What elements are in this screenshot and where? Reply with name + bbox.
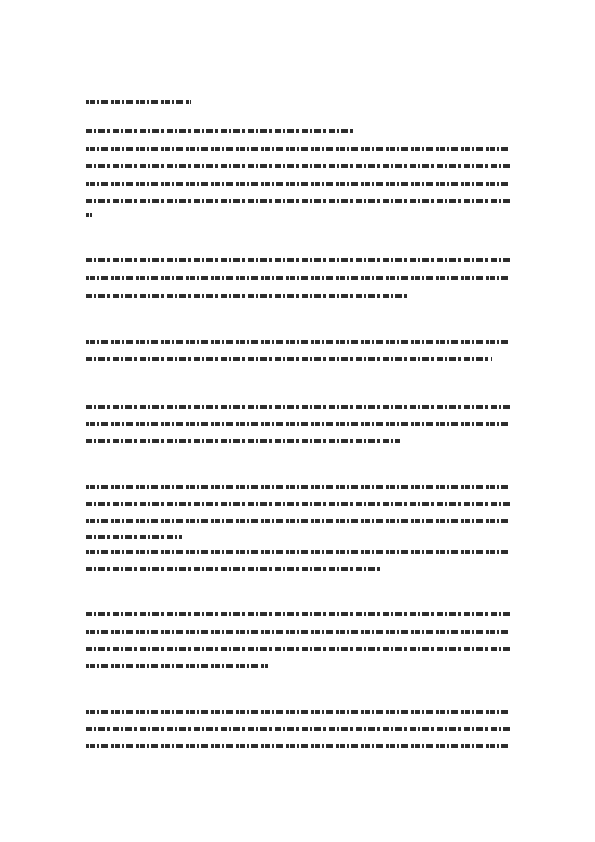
text-line: [86, 182, 510, 186]
text-line: [86, 567, 380, 571]
text-line: [86, 405, 510, 409]
text-line: [86, 276, 510, 280]
text-line: [86, 630, 510, 634]
text-line: [86, 199, 510, 203]
text-line: [86, 502, 510, 506]
text-line: [86, 744, 510, 748]
text-line: [86, 535, 182, 539]
text-line: [86, 727, 510, 731]
text-line: [86, 664, 268, 668]
text-line: [86, 129, 356, 133]
text-line: [86, 612, 510, 616]
text-line: [86, 357, 492, 361]
text-line: [86, 213, 92, 217]
text-line: [86, 147, 510, 151]
text-line: [86, 710, 510, 714]
text-line: [86, 550, 510, 554]
text-line: [86, 647, 510, 651]
heading-text-line: [86, 100, 191, 104]
text-line: [86, 519, 510, 523]
text-line: [86, 164, 510, 168]
text-line: [86, 439, 400, 443]
text-line: [86, 422, 510, 426]
text-line: [86, 294, 408, 298]
text-line: [86, 485, 510, 489]
text-line: [86, 340, 510, 344]
text-line: [86, 258, 510, 262]
